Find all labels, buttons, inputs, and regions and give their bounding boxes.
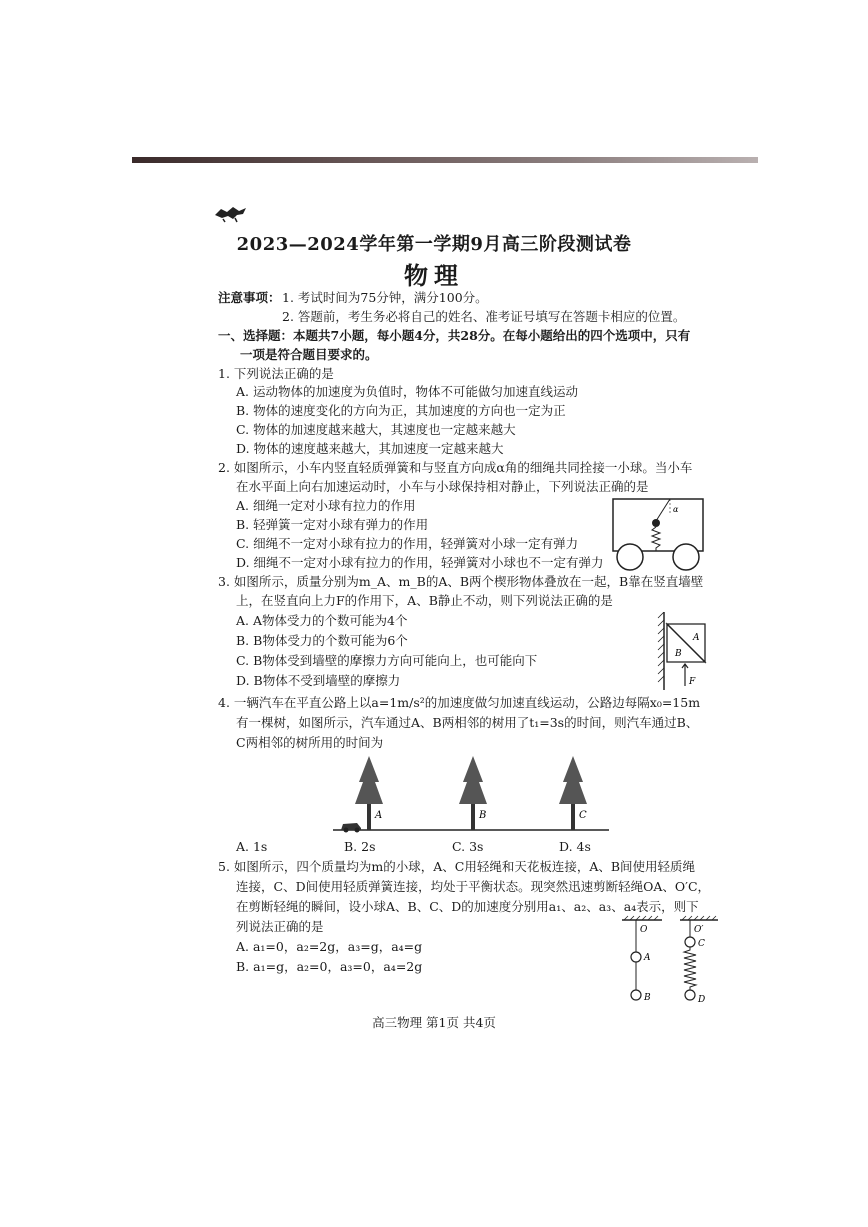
q1-option-b: B. 物体的速度变化的方向为正，其加速度的方向也一定为正 — [236, 403, 566, 418]
q3-option-c: C. B物体受到墙壁的摩擦力方向可能向上，也可能向下 — [236, 653, 538, 668]
q3-stem-line2: 上，在竖直向上力F的作用下，A、B静止不动，则下列说法正确的是 — [236, 593, 613, 608]
q2-option-d: D. 细绳不一定对小球有拉力的作用，轻弹簧对小球也不一定有弹力 — [236, 555, 604, 570]
q5-option-b: B. a₁=g，a₂=0，a₃=0，a₄=2g — [236, 959, 423, 974]
q5-balls-figure — [620, 914, 720, 1006]
notice-item-1: 1. 考试时间为75分钟，满分100分。 — [282, 290, 488, 305]
q4-option-b: B. 2s — [344, 839, 376, 854]
page-footer: 高三物理 第1页 共4页 — [372, 1015, 496, 1030]
q5-option-a: A. a₁=0，a₂=2g，a₃=g，a₄=g — [236, 939, 423, 954]
q1-option-c: C. 物体的加速度越来越大，其速度也一定越来越大 — [236, 422, 516, 437]
q5-stem-line2: 连接，C、D间使用轻质弹簧连接，均处于平衡状态。现突然迅速剪断轻绳OA、O′C， — [236, 879, 711, 894]
q5-label-d: D — [698, 995, 706, 1005]
q1-option-d: D. 物体的速度越来越大，其加速度一定越来越大 — [236, 441, 504, 456]
q3-stem-line1: 3. 如图所示，质量分别为m_A、m_B的A、B两个楔形物体叠放在一起，B靠在竖直墙壁 — [218, 574, 704, 589]
q2-alpha-label: α — [673, 505, 679, 514]
q5-label-o-prime: O′ — [694, 925, 704, 935]
q2-car-figure — [610, 495, 706, 573]
q5-label-c: C — [698, 939, 705, 949]
q2-option-c: C. 细绳不一定对小球有拉力的作用，轻弹簧对小球一定有弹力 — [236, 536, 579, 551]
q3-option-d: D. B物体不受到墙壁的摩擦力 — [236, 673, 401, 688]
q3-label-b: B — [675, 649, 682, 659]
q4-option-c: C. 3s — [452, 839, 484, 854]
exam-title: 2023—2024学年第一学期9月高三阶段测试卷 — [236, 234, 632, 255]
q2-stem-line1: 2. 如图所示，小车内竖直轻质弹簧和与竖直方向成α角的细绳共同拴接一小球。当小车 — [218, 460, 693, 475]
subject-title: 物理 — [404, 261, 464, 290]
q5-stem-line4: 列说法正确的是 — [236, 919, 324, 934]
notice-label: 注意事项： — [218, 290, 281, 305]
q5-stem-line1: 5. 如图所示，四个质量均为m的小球，A、C用轻绳和天花板连接，A、B间使用轻质绳 — [218, 859, 696, 874]
q4-option-d: D. 4s — [559, 839, 591, 854]
q4-stem-line3: C两相邻的树所用的时间为 — [236, 735, 384, 750]
section-heading-line1: 一、选择题：本题共7小题，每小题4分，共28分。在每小题给出的四个选项中，只有 — [218, 328, 691, 343]
q5-label-a: A — [644, 953, 651, 963]
q3-option-a: A. A物体受力的个数可能为4个 — [236, 613, 408, 628]
q3-option-b: B. B物体受力的个数可能为6个 — [236, 633, 408, 648]
q4-tree-b-label: B — [479, 810, 487, 821]
q5-label-o: O — [640, 925, 648, 935]
q1-stem: 1. 下列说法正确的是 — [218, 366, 334, 381]
section-heading-line2: 一项是符合题目要求的。 — [240, 347, 378, 362]
q4-tree-c-label: C — [579, 810, 587, 821]
q4-option-a: A. 1s — [236, 839, 268, 854]
q4-stem-line1: 4. 一辆汽车在平直公路上以a=1m/s²的加速度做匀加速直线运动，公路边每隔x₀=15m — [218, 695, 701, 710]
q5-stem-line3: 在剪断轻绳的瞬间，设小球A、B、C、D的加速度分别用a₁、a₂、a₃、a₄表示，则下 — [236, 899, 699, 914]
q5-label-b: B — [644, 993, 651, 1003]
q3-label-a: A — [693, 633, 700, 643]
logo-icon — [213, 203, 249, 223]
q2-option-b: B. 轻弹簧一定对小球有弹力的作用 — [236, 517, 429, 532]
q4-stem-line2: 有一棵树，如图所示，汽车通过A、B两相邻的树用了t₁=3s的时间，则汽车通过B、 — [236, 715, 699, 730]
notice-item-2: 2. 答题前，考生务必将自己的姓名、准考证号填写在答题卡相应的位置。 — [282, 309, 686, 324]
q3-wedge-figure — [655, 612, 715, 690]
q4-tree-a-label: A — [375, 810, 383, 821]
q3-label-f: F — [689, 677, 696, 687]
q2-option-a: A. 细绳一定对小球有拉力的作用 — [236, 498, 416, 513]
q2-stem-line2: 在水平面上向右加速运动时，小车与小球保持相对静止，下列说法正确的是 — [236, 479, 649, 494]
q4-trees-figure — [333, 750, 613, 835]
q1-option-a: A. 运动物体的加速度为负值时，物体不可能做匀加速直线运动 — [236, 384, 578, 399]
top-decorative-bar — [132, 157, 758, 163]
